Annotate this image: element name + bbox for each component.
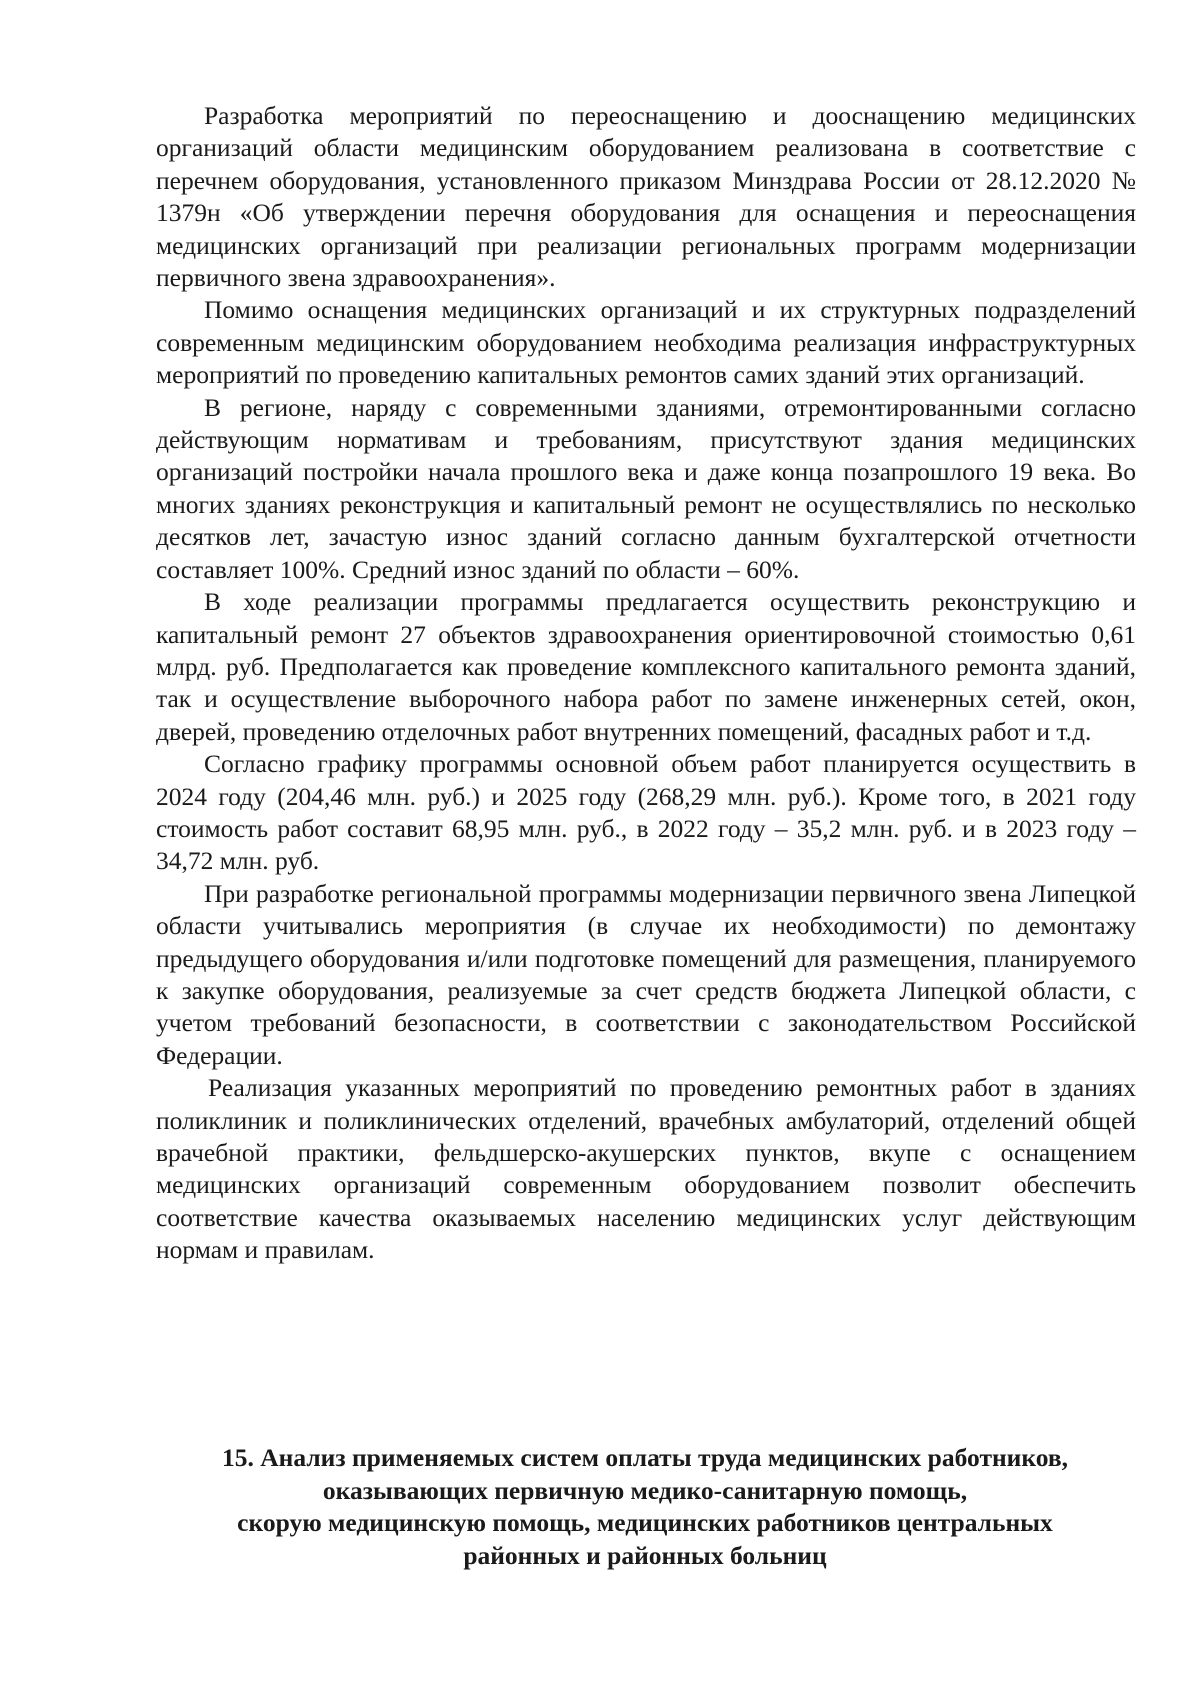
- section-heading-line-3: скорую медицинскую помощь, медицинских работников центральных: [237, 1508, 1053, 1538]
- section-heading-line-4: районных и районных больниц: [463, 1540, 827, 1570]
- paragraph-dismantling: При разработке региональной программы модернизации первичного звена Липецкой области учитывались мероприятия (в случае их необходимости) по демонтажу предыдущего оборудования и/или подготовке помещений для размещения, планируемого к закупке оборудования, реализуемые за счет средств бюджета Липецкой области, с учетом требований безопасности, в соответствии с законодательством Российской Федерации.: [156, 878, 1136, 1070]
- document-body: [156, 100, 1136, 1267]
- paragraph-conclusion: Реализация указанных мероприятий по проведению ремонтных работ в зданиях поликлиник и поликлинических отделений, врачебных амбулаторий, отделений общей врачебной практики, фельдшерско-акушерских пунктов, вкупе с оснащением медицинских организаций современным оборудованием позволит обеспечить соответствие качества оказываемых населению медицинских услуг действующим нормам и правилам.: [156, 1073, 1136, 1265]
- paragraph-reconstruction: В ходе реализации программы предлагается осуществить реконструкцию и капитальный ремонт 27 объектов здравоохранения ориентировочной стоимостью 0,61 млрд. руб. Предполагается как проведение комплексного капитального ремонта зданий, так и осуществление выборочного набора работ по замене инженерных сетей, окон, дверей, проведению отделочных работ внутренних помещений, фасадных работ и т.д.: [156, 587, 1136, 746]
- paragraph-building-condition: В регионе, наряду с современными зданиями, отремонтированными согласно действующим нормативам и требованиям, присутствуют здания медицинских организаций постройки начала прошлого века и даже конца позапрошлого 19 века. Во многих зданиях реконструкция и капитальный ремонт не осуществлялись по несколько десятков лет, зачастую износ зданий согласно данным бухгалтерской отчетности составляет 100%. Средний износ зданий по области – 60%.: [156, 392, 1136, 584]
- paragraph-equipment-plan: Разработка мероприятий по переоснащению и дооснащению медицинских организаций области медицинским оборудованием реализована в соответствие с перечнем оборудования, установленного приказом Минздрава России от 28.12.2020 № 1379н «Об утверждении перечня оборудования для оснащения и переоснащения медицинских организаций при реализации региональных программ модернизации первичного звена здравоохранения».: [156, 101, 1136, 293]
- section-heading-line-2: оказывающих первичную медико-санитарную помощь,: [322, 1475, 968, 1505]
- paragraph-schedule: Согласно графику программы основной объем работ планируется осуществить в 2024 году (204,46 млн. руб.) и 2025 году (268,29 млн. руб.). Кроме того, в 2021 году стоимость работ составит 68,95 млн. руб., в 2022 году – 35,2 млн. руб. и в 2023 году – 34,72 млн. руб.: [156, 749, 1136, 876]
- section-heading-line-1: 15. Анализ применяемых систем оплаты труда медицинских работников,: [222, 1443, 1068, 1472]
- paragraph-infrastructure: Помимо оснащения медицинских организаций и их структурных подразделений современным медицинским оборудованием необходима реализация инфраструктурных мероприятий по проведению капитальных ремонтов самих зданий этих организаций.: [156, 295, 1136, 390]
- section-heading: [150, 1442, 1140, 1572]
